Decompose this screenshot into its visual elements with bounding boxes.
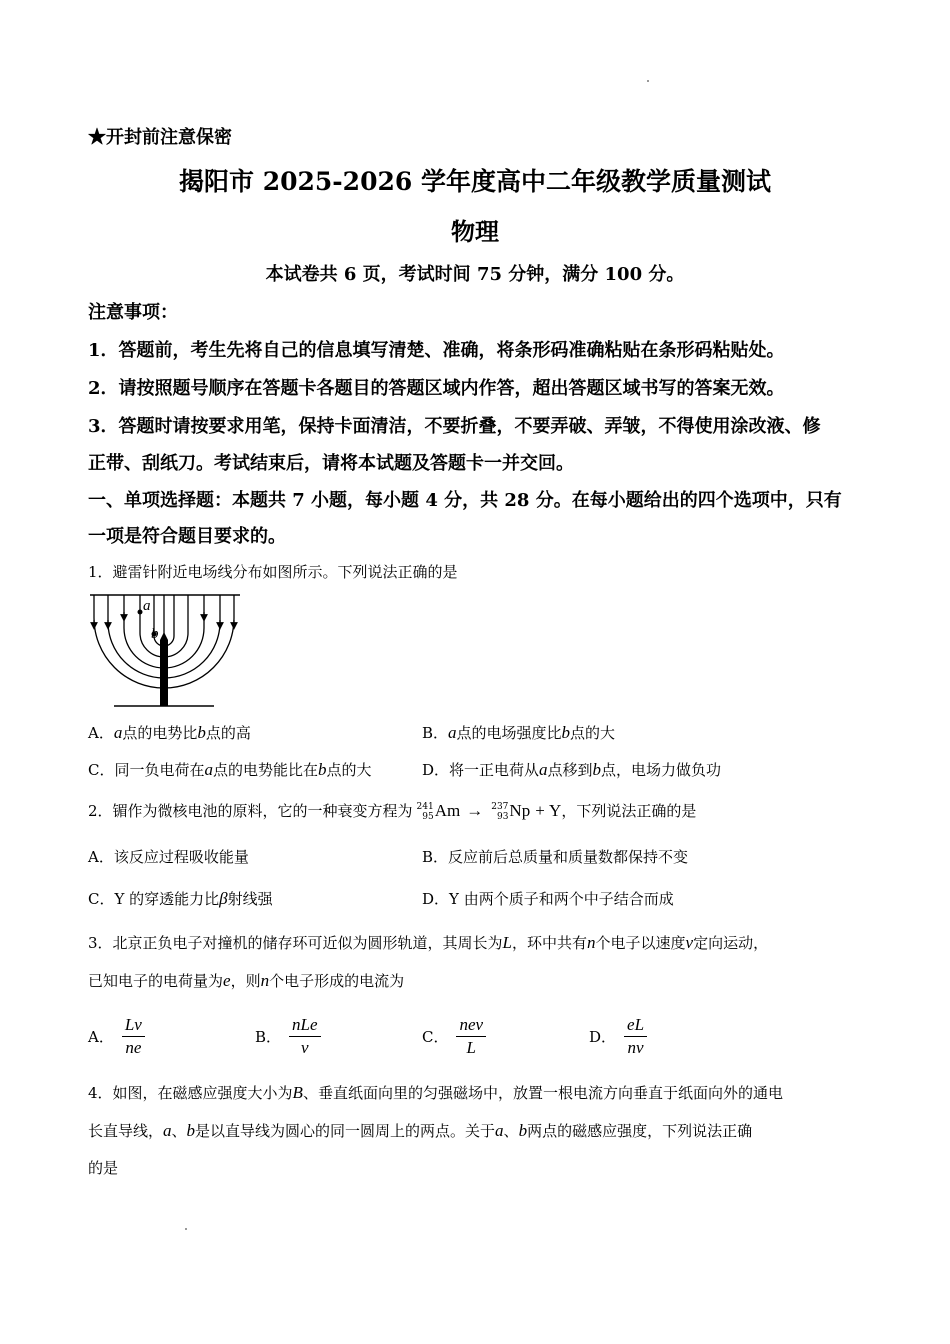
notice-item-3-line-1: 3．答题时请按要求用笔，保持卡面清洁，不要折叠，不要弄破、弄皱，不得使用涂改液、修: [88, 416, 821, 437]
exam-subject: 物理: [451, 217, 499, 246]
notice-item-3-line-2: 正带、刮纸刀。考试结束后，请将本试题及答题卡一并交回。: [88, 453, 574, 474]
figure-label-a: a: [143, 598, 151, 614]
q2-stem: 2．镅作为微核电池的原料，它的一种衰变方程为 241 95Am → 237 93Np + Y，下列说法正确的是: [88, 801, 697, 822]
q1-option-c[interactable]: C．同一负电荷在a点的电势能比在b点的大: [88, 760, 372, 779]
lightning-rod-field-figure: [88, 590, 248, 708]
q1-option-d[interactable]: D．将一正电荷从a点移到b点，电场力做负功: [422, 760, 722, 779]
q2-option-b[interactable]: B．反应前后总质量和质量数都保持不变: [422, 848, 689, 866]
q2-option-d[interactable]: D．Y 由两个质子和两个中子结合而成: [422, 890, 674, 908]
q3-option-b[interactable]: B． $\frac{\text{nLe}}{v}$: [255, 1014, 321, 1059]
q3-stem-line-2: 已知电子的电荷量为e，则n个电子形成的电流为: [88, 971, 405, 990]
nuclide-am: 241 95Am: [416, 801, 461, 822]
section-1-line-2: 一项是符合题目要求的。: [88, 526, 286, 547]
q1-option-a[interactable]: A．a点的电势比b点的高: [88, 723, 251, 742]
q1-stem: 1．避雷针附近电场线分布如图所示。下列说法正确的是: [88, 563, 458, 581]
nuclide-np: 237 93Np: [491, 801, 531, 822]
q3-option-c[interactable]: C． $\frac{\text{nev}}{L}$: [422, 1014, 486, 1059]
q2-option-a[interactable]: A．该反应过程吸收能量: [88, 848, 249, 866]
scan-speck: [647, 80, 649, 82]
exam-title: 揭阳市 2025-2026 学年度高中二年级教学质量测试: [179, 167, 771, 196]
q4-stem-line-3: 的是: [88, 1159, 119, 1177]
q3-option-d[interactable]: D． $\frac{eL}{nv}$: [589, 1014, 647, 1059]
figure-label-b: b: [151, 626, 159, 642]
notice-item-2: 2．请按照题号顺序在答题卡各题目的答题区域内作答，超出答题区域书写的答案无效。: [88, 378, 785, 399]
q3-option-a[interactable]: A． $\frac{Lv}{ne}$: [88, 1014, 145, 1059]
q4-stem-line-2: 长直导线，a、b是以直导线为圆心的同一圆周上的两点。关于a、b两点的磁感应强度，下列说法正确: [88, 1121, 753, 1140]
q4-stem-line-1: 4．如图，在磁感应强度大小为B、垂直纸面向里的匀强磁场中，放置一根电流方向垂直于纸面向外的通电: [88, 1083, 783, 1102]
section-1-line-1: 一、单项选择题：本题共 7 小题，每小题 4 分，共 28 分。在每小题给出的四个选项中，只有: [88, 490, 842, 511]
confidential-notice: ★开封前注意保密: [88, 127, 232, 148]
scan-speck: [185, 1228, 187, 1230]
notice-heading: 注意事项：: [88, 302, 178, 323]
exam-info: 本试卷共 6 页，考试时间 75 分钟，满分 100 分。: [265, 264, 685, 285]
notice-item-1: 1．答题前，考生先将自己的信息填写清楚、准确，将条形码准确粘贴在条形码粘贴处。: [88, 340, 785, 361]
q1-option-b[interactable]: B．a点的电场强度比b点的大: [422, 723, 616, 742]
q2-option-c[interactable]: C．Y 的穿透能力比β射线强: [88, 889, 273, 908]
q3-stem-line-1: 3．北京正负电子对撞机的储存环可近似为圆形轨道，其周长为L，环中共有n个电子以速度v定向运动，: [88, 933, 769, 952]
